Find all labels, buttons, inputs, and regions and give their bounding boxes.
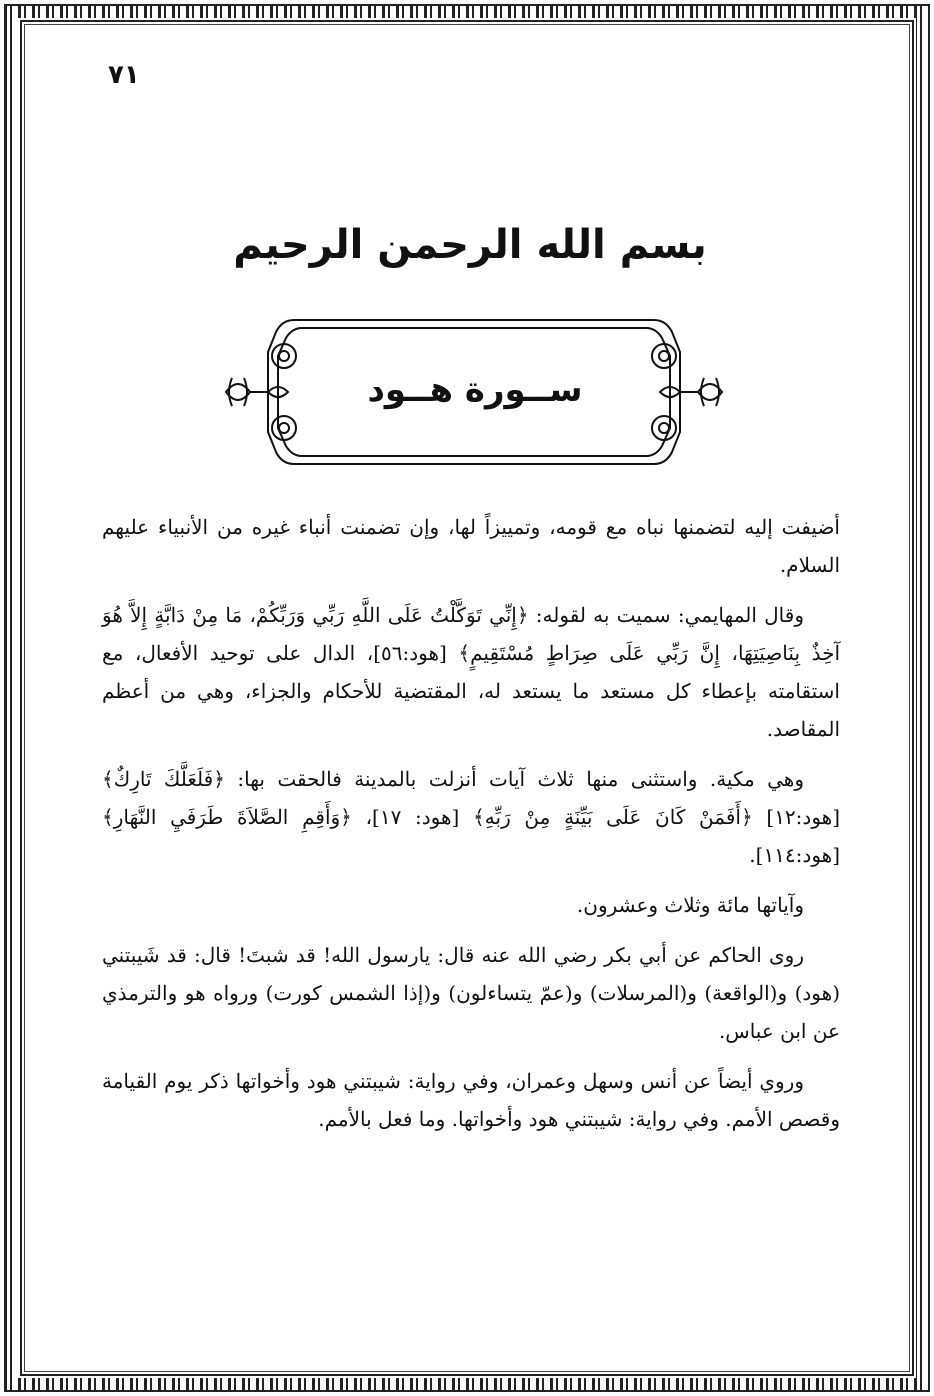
paragraph: وقال المهايمي: سميت به لقوله: ﴿إِنِّي تَوَكَّلْتُ عَلَى اللَّهِ رَبِّي وَرَبِّكُمْ، مَا مِنْ دَابَّةٍ إِلاَّ هُوَ آخِذٌ بِنَاصِيَتِهَا، إِنَّ رَبِّي عَلَى صِرَاطٍ مُسْتَقِيمٍ﴾ [هود:٥٦]، الدال على توحيد الأفعال، مع استقامته بإعطاء كل مستعد ما يستعد له، المقتضية للأحكام والجزاء، وهي من أعظم المقاصد. [102,603,840,741]
surah-title: ســورة هــود [367,370,583,410]
paragraph: وآياتها مائة وثلاث وعشرون. [576,893,804,917]
paragraph: أضيفت إليه لتضمنها نباه مع قومه، وتمييزاً لها، وإن تضمنت أنباء غيره من الأنبياء عليهم السلام. [102,515,840,577]
paragraph: روى الحاكم عن أبي بكر رضي الله عنه قال: يارسول الله! قد شبتَ! قال: قد شَيبتني (هود) و(الواقعة) و(المرسلات) و(عمّ يتساءلون) و(إذا الشمس كورت) ورواه هو والترمذي عن ابن عباس. [102,943,840,1043]
page-number: ٧١ [108,60,140,90]
paragraph: وروي أيضاً عن أنس وسهل وعمران، وفي رواية: شيبتني هود وأخواتها ذكر يوم القيامة وقصص الأمم. وفي رواية: شيبتني هود وأخواتها. وما فعل بالأمم. [102,1069,840,1131]
body-text [102,508,840,1150]
basmala-heading: بسم الله الرحمن الرحيم [233,222,707,268]
paragraph: وهي مكية. واستثنى منها ثلاث آيات أنزلت بالمدينة فالحقت بها: ﴿فَلَعَلَّكَ تَارِكٌ﴾ [هود:١٢] ﴿أَفَمَنْ كَانَ عَلَى بَيِّنَةٍ مِنْ رَبِّهِ﴾ [هود: ١٧]، ﴿وَأَقِمِ الصَّلاَةَ طَرَفَيِ النَّهَارِ﴾ [هود:١١٤]. [102,767,840,867]
